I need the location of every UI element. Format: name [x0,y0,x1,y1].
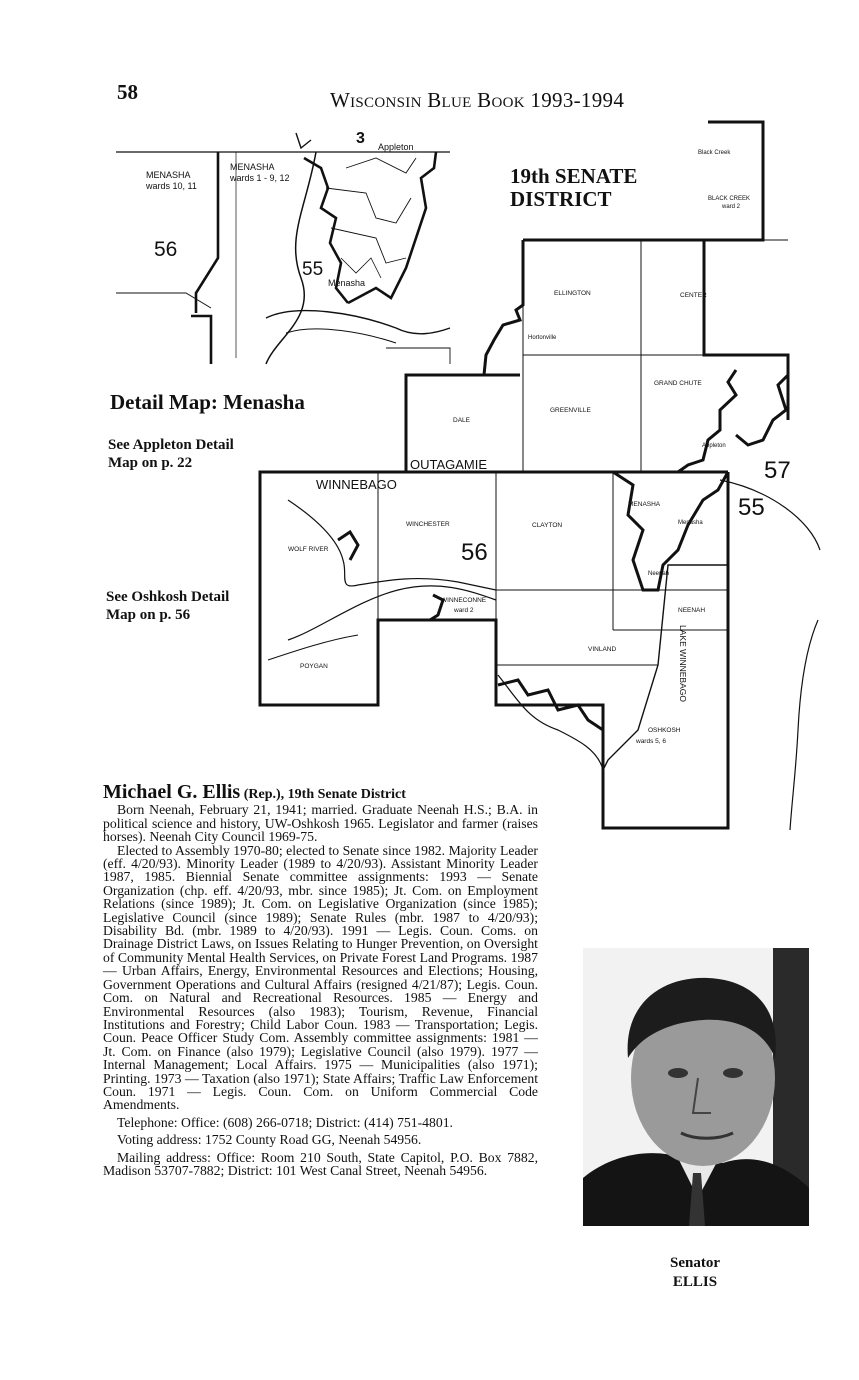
oshkosh-ref-line1: See Oshkosh Detail [106,589,230,605]
label-black-creek-ward2: ward 2 [722,204,741,210]
detail-label-56: 56 [154,238,178,261]
label-winnebago: WINNEBAGO [316,477,397,492]
label-neenah: NEENAH [678,607,706,614]
label-winneconne: WINNECONNE [441,597,487,604]
label-clayton: CLAYTON [532,522,563,529]
caption-line1: Senator [670,1255,720,1271]
page-number: 58 [117,80,138,104]
lake-shoreline [700,470,859,830]
label-menasha-city: Menasha [678,520,703,526]
bio-mailing-address: Mailing address: Office: Room 210 South, State Capitol, P.O. Box 7882, Madison 53707-7882; District: 101 West Canal Street, Neenah 54956. [103,1149,538,1178]
bio-personal: Born Neenah, February 21, 1941; married. Graduate Neenah H.S.; B.A. in political science and history, UW-Oshkosh 1965. Legislator and farmer (raises horses). Neenah City Council 1969-75. [103,802,538,845]
label-menasha-twp: MENASHA [628,501,661,508]
party-district: (Rep.), 19th Senate District [240,787,406,802]
senator-name: Michael G. Ellis [103,781,241,803]
label-winchester: WINCHESTER [406,521,450,528]
label-neenah-city: Neenah [648,571,670,577]
label-center: CENTER [680,292,707,299]
caption-line2: ELLIS [672,1274,718,1290]
bio-heading [103,781,538,803]
label-winneconne-ward: ward 2 [454,607,474,614]
detail-label-appleton: Appleton [378,142,414,152]
running-header [330,88,624,113]
label-lake-winnebago: LAKE WINNEBAGO [678,625,688,702]
label-56: 56 [461,539,488,566]
district-title [510,165,710,211]
detail-label-menasha: Menasha [328,278,366,288]
appleton-ref-line1: See Appleton Detail [108,437,234,453]
label-55: 55 [738,494,765,521]
label-57: 57 [764,457,791,484]
label-grand-chute: GRAND CHUTE [654,380,702,387]
senator-biography [103,781,538,1178]
detail-label-55: 55 [302,259,324,280]
district-title-line2: DISTRICT [510,187,612,211]
detail-label-menasha-b-wards: wards 1 - 9, 12 [230,173,290,183]
portrait-photo [583,948,809,1226]
detail-label-menasha-b: MENASHA [230,162,275,172]
label-black-creek-ward: BLACK CREEK [708,196,751,202]
district-title-line1: 19th SENATE [510,164,638,188]
detail-label-menasha-a-wards: wards 10, 11 [146,181,197,191]
label-poygan: POYGAN [300,663,328,670]
bio-voting-address: Voting address: 1752 County Road GG, Neenah 54956. [117,1132,422,1148]
book-years: 1993-1994 [524,88,625,112]
label-wolf-river: WOLF RIVER [288,546,329,553]
label-greenville: GREENVILLE [550,407,591,414]
label-dale: DALE [453,417,470,424]
label-oshkosh-wards: wards 5, 6 [636,738,666,745]
book-title: Wisconsin Blue Book [330,88,525,112]
label-black-creek: Black Creek [698,150,731,156]
detail-label-3: 3 [356,130,365,147]
bio-career: Elected to Assembly 1970-80; elected to Senate since 1982. Majority Leader (eff. 4/20/93). Minority Leader (1989 to 4/20/93). Assistant Minority Leader 1987, 1985. Biennial Senate committee assignments: 1993 — Senate Organization (chp. eff. 4/20/93, mbr. since 1985); Jt. Com. on Employment Relations (since 1989); Jt. Com. on Legislative Organization (since 1985); Legislative Council (since 1989); Senate Rules (mbr. 1987 to 4/20/93); Disability Bd. (mbr. 1989 to 4/20/93). 1991 — Legis. Coun. Coms. on Drainage District Laws, on Issues Relating to Hunger Prevention, on Oversight of Community Mental Health Services, on Private Forest Land Programs. 1987 — Urban Affairs, Energy, Environmental Resources and Elections; Housing, Government Operations and Cultural Affairs (resigned 4/21/87); Legis. Coun. Com. on Natural and Recreational Resources. 1985 — Energy and Environmental Resources (also 1983); Tourism, Revenue, Financial Institutions and Forestry; Child Labor Coun. 1983 — Transportation; Legis. Coun. Peace Officer Study Com. Assembly committee assignments: 1981 — Jt. Com. on Finance (also 1979); Legislative Council (also 1979). 1977 — Internal Management; Local Affairs. 1975 — Municipalities (also 1971); Printing. 1973 — Taxation (also 1971); State Affairs; Traffic Law Enforcement Coun. 1971 — Legis. Coun. Com. on Uniform Commercial Code Amendments. [103,842,538,1113]
detail-map-title: Detail Map: Menasha [110,390,305,414]
senator-portrait [583,948,809,1226]
label-oshkosh: OSHKOSH [648,727,681,734]
portrait-caption [640,1254,750,1292]
label-hortonville: Hortonville [528,335,557,341]
detail-label-menasha-a: MENASHA [146,170,191,180]
oshkosh-detail-reference [106,588,266,624]
appleton-detail-reference [108,436,268,472]
bio-telephone: Telephone: Office: (608) 266-0718; District: (414) 751-4801. [117,1114,453,1130]
label-vinland: VINLAND [588,646,617,653]
label-ellington: ELLINGTON [554,290,591,297]
label-appleton: Appleton [702,443,726,449]
appleton-ref-line2: Map on p. 22 [108,455,193,471]
oshkosh-ref-line2: Map on p. 56 [106,607,191,623]
label-outagamie: OUTAGAMIE [410,457,488,472]
